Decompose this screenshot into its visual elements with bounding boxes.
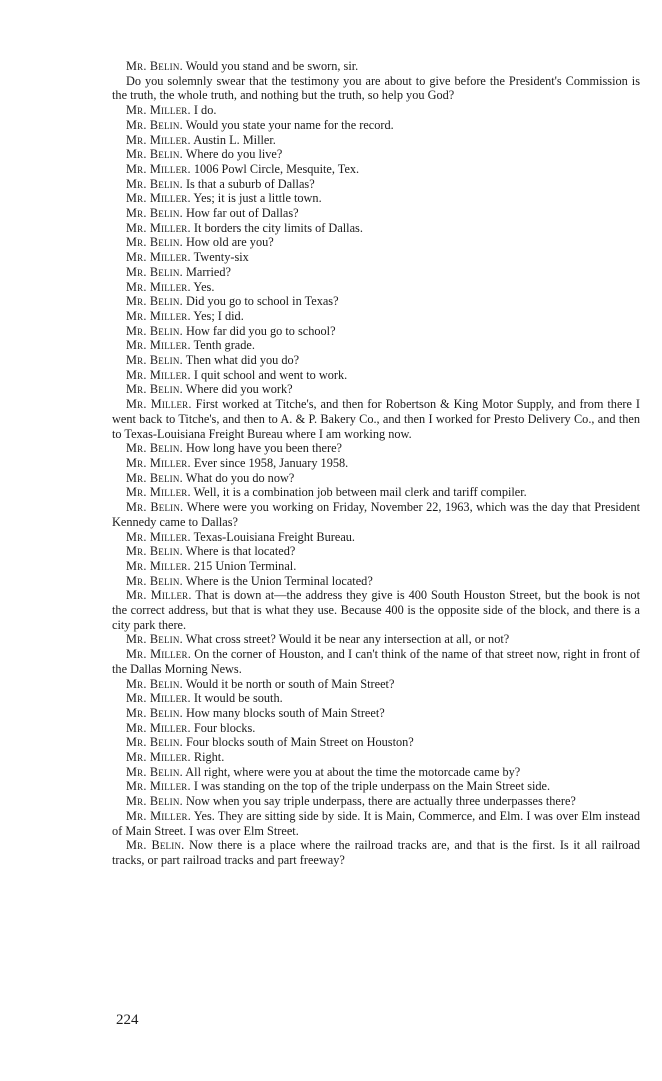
transcript-paragraph (112, 647, 640, 676)
speaker-label: Mr. Belin. (126, 500, 184, 515)
paragraph-text: Did you go to school in Texas? (185, 294, 339, 309)
transcript-paragraph (112, 588, 640, 632)
paragraph-text: How old are you? (185, 235, 274, 250)
speaker-label: Mr. Miller. (126, 588, 192, 603)
speaker-label: Mr. Miller. (126, 397, 192, 412)
transcript-paragraph (112, 735, 640, 750)
transcript-paragraph (112, 309, 640, 324)
speaker-label: Mr. Miller. (126, 691, 191, 706)
speaker-label: Mr. Miller. (126, 779, 191, 794)
transcript-paragraph (112, 750, 640, 765)
speaker-label: Mr. Miller. (126, 367, 191, 382)
paragraph-text: What cross street? Would it be near any intersection at all, or not? (185, 632, 510, 647)
speaker-label: Mr. Miller. (126, 558, 191, 573)
speaker-label: Mr. Belin. (126, 794, 183, 809)
speaker-label: Mr. Miller. (126, 161, 191, 176)
transcript-paragraph (112, 133, 640, 148)
paragraph-text: How long have you been there? (185, 441, 342, 456)
paragraph-text: Yes. (193, 279, 215, 294)
paragraph-text: Would you stand and be sworn, sir. (185, 59, 359, 73)
transcript-paragraph (112, 118, 640, 133)
paragraph-text: 215 Union Terminal. (193, 558, 297, 573)
speaker-label: Mr. Miller. (126, 191, 191, 206)
transcript-paragraph (112, 530, 640, 545)
speaker-label: Mr. Miller. (126, 720, 191, 735)
paragraph-text: Texas-Louisiana Freight Bureau. (193, 529, 355, 544)
paragraph-text: I quit school and went to work. (193, 367, 348, 382)
paragraph-text: Then what did you do? (185, 353, 300, 368)
speaker-label: Mr. Miller. (126, 647, 191, 662)
paragraph-text: Tenth grade. (193, 338, 255, 353)
speaker-label: Mr. Belin. (126, 735, 183, 750)
transcript-paragraph (112, 221, 640, 236)
paragraph-text: Four blocks. (193, 720, 256, 735)
transcript-paragraph (112, 368, 640, 383)
paragraph-text: Do you solemnly swear that the testimony you are about to give before the President's Commission is the truth, the whole truth, and nothing but the truth, so help you God? (112, 73, 640, 103)
speaker-label: Mr. Miller. (126, 103, 191, 118)
speaker-label: Mr. Belin. (126, 264, 183, 279)
transcript-paragraph (112, 441, 640, 456)
transcript-paragraph (112, 103, 640, 118)
speaker-label: Mr. Belin. (126, 470, 183, 485)
paragraph-text: It would be south. (193, 691, 283, 706)
transcript-paragraph (112, 471, 640, 486)
paragraph-text: That is down at—the address they give is 400 South Houston Street, but the book is not the correct address, but that is what they use. Because 400 is the opposite side of the block, and there is a city park there. (112, 588, 640, 632)
speaker-label: Mr. Belin. (126, 59, 183, 73)
paragraph-text: I was standing on the top of the triple underpass on the Main Street side. (193, 779, 551, 794)
speaker-label: Mr. Miller. (126, 279, 191, 294)
speaker-label: Mr. Miller. (126, 132, 191, 147)
speaker-label: Mr. Belin. (126, 206, 183, 221)
paragraph-text: Would it be north or south of Main Street? (185, 676, 395, 691)
speaker-label: Mr. Belin. (126, 323, 183, 338)
transcript-paragraph (112, 632, 640, 647)
paragraph-text: Would you state your name for the record. (185, 117, 394, 132)
speaker-label: Mr. Belin. (126, 441, 183, 456)
transcript-paragraph (112, 721, 640, 736)
transcript-body (112, 59, 640, 868)
transcript-paragraph (112, 765, 640, 780)
speaker-label: Mr. Belin. (126, 676, 183, 691)
transcript-paragraph (112, 677, 640, 692)
speaker-label: Mr. Belin. (126, 353, 183, 368)
paragraph-text: Now when you say triple underpass, there are actually three underpasses there? (185, 794, 576, 809)
paragraph-text: Is that a suburb of Dallas? (185, 176, 315, 191)
transcript-paragraph (112, 59, 640, 74)
paragraph-text: Yes; I did. (193, 308, 244, 323)
transcript-paragraph (112, 294, 640, 309)
paragraph-text: I do. (193, 103, 217, 118)
speaker-label: Mr. Belin. (126, 294, 183, 309)
speaker-label: Mr. Miller. (126, 808, 191, 823)
paragraph-text: Where did you work? (185, 382, 293, 397)
speaker-label: Mr. Belin. (126, 573, 183, 588)
speaker-label: Mr. Miller. (126, 250, 191, 265)
paragraph-text: How far out of Dallas? (185, 206, 299, 221)
speaker-label: Mr. Belin. (126, 235, 183, 250)
transcript-paragraph (112, 265, 640, 280)
paragraph-text: Right. (193, 750, 225, 765)
transcript-paragraph (112, 559, 640, 574)
speaker-label: Mr. Belin. (126, 838, 185, 853)
page-number: 224 (116, 1012, 139, 1028)
paragraph-text: Where is that located? (185, 544, 296, 559)
transcript-paragraph (112, 691, 640, 706)
speaker-label: Mr. Miller. (126, 308, 191, 323)
paragraph-text: Austin L. Miller. (193, 132, 276, 147)
paragraph-text: Four blocks south of Main Street on Houston? (185, 735, 414, 750)
transcript-paragraph (112, 574, 640, 589)
transcript-paragraph (112, 809, 640, 838)
speaker-label: Mr. Belin. (126, 176, 183, 191)
paragraph-text: Now there is a place where the railroad tracks are, and that is the first. Is it all railroad tracks, or part railroad tracks and part freeway? (112, 838, 640, 867)
paragraph-text: Where were you working on Friday, November 22, 1963, which was the day that President Kennedy came to Dallas? (112, 500, 641, 529)
speaker-label: Mr. Belin. (126, 705, 183, 720)
transcript-paragraph (112, 353, 640, 368)
paragraph-text: Where is the Union Terminal located? (185, 573, 373, 588)
transcript-paragraph (112, 397, 640, 441)
paragraph-text: 1006 Powl Circle, Mesquite, Tex. (193, 161, 360, 176)
paragraph-text: On the corner of Houston, and I can't think of the name of that street now, right in front of the Dallas Morning News. (112, 647, 641, 676)
transcript-paragraph (112, 500, 640, 529)
transcript-paragraph (112, 382, 640, 397)
paragraph-text: Ever since 1958, January 1958. (193, 455, 349, 470)
transcript-paragraph (112, 324, 640, 339)
transcript-paragraph (112, 794, 640, 809)
transcript-paragraph (112, 74, 640, 103)
transcript-paragraph (112, 485, 640, 500)
speaker-label: Mr. Belin. (126, 117, 183, 132)
transcript-paragraph (112, 177, 640, 192)
speaker-label: Mr. Miller. (126, 455, 191, 470)
speaker-label: Mr. Miller. (126, 220, 191, 235)
paragraph-text: Well, it is a combination job between mail clerk and tariff compiler. (193, 485, 527, 500)
transcript-paragraph (112, 250, 640, 265)
paragraph-text: What do you do now? (185, 470, 295, 485)
paragraph-text: How far did you go to school? (185, 323, 336, 338)
paragraph-text: How many blocks south of Main Street? (185, 705, 385, 720)
paragraph-text: First worked at Titche's, and then for Robertson & King Motor Supply, and from there I went back to Titche's, and then to A. & P. Bakery Co., and then I worked for Presto Delivery Co., and then to Texas-Louisiana Freight Bureau where I am working now. (112, 397, 640, 441)
transcript-paragraph (112, 779, 640, 794)
speaker-label: Mr. Belin. (126, 632, 183, 647)
transcript-paragraph (112, 280, 640, 295)
paragraph-text: All right, where were you at about the time the motorcade came by? (185, 764, 521, 779)
transcript-paragraph (112, 456, 640, 471)
paragraph-text: It borders the city limits of Dallas. (193, 220, 363, 235)
speaker-label: Mr. Miller. (126, 485, 191, 500)
transcript-paragraph (112, 206, 640, 221)
paragraph-text: Married? (185, 264, 232, 279)
transcript-paragraph (112, 706, 640, 721)
transcript-paragraph (112, 838, 640, 867)
transcript-paragraph (112, 147, 640, 162)
speaker-label: Mr. Belin. (126, 382, 183, 397)
transcript-paragraph (112, 191, 640, 206)
speaker-label: Mr. Belin. (126, 544, 183, 559)
speaker-label: Mr. Miller. (126, 338, 191, 353)
transcript-paragraph (112, 235, 640, 250)
speaker-label: Mr. Belin. (126, 764, 183, 779)
speaker-label: Mr. Belin. (126, 147, 183, 162)
speaker-label: Mr. Miller. (126, 750, 191, 765)
paragraph-text: Yes. They are sitting side by side. It is Main, Commerce, and Elm. I was over Elm instead of Main Street. I was over Elm Street. (112, 808, 640, 838)
paragraph-text: Where do you live? (185, 147, 283, 162)
paragraph-text: Yes; it is just a little town. (193, 191, 322, 206)
transcript-paragraph (112, 162, 640, 177)
transcript-paragraph (112, 544, 640, 559)
transcript-paragraph (112, 338, 640, 353)
paragraph-text: Twenty-six (193, 250, 249, 265)
speaker-label: Mr. Miller. (126, 529, 191, 544)
